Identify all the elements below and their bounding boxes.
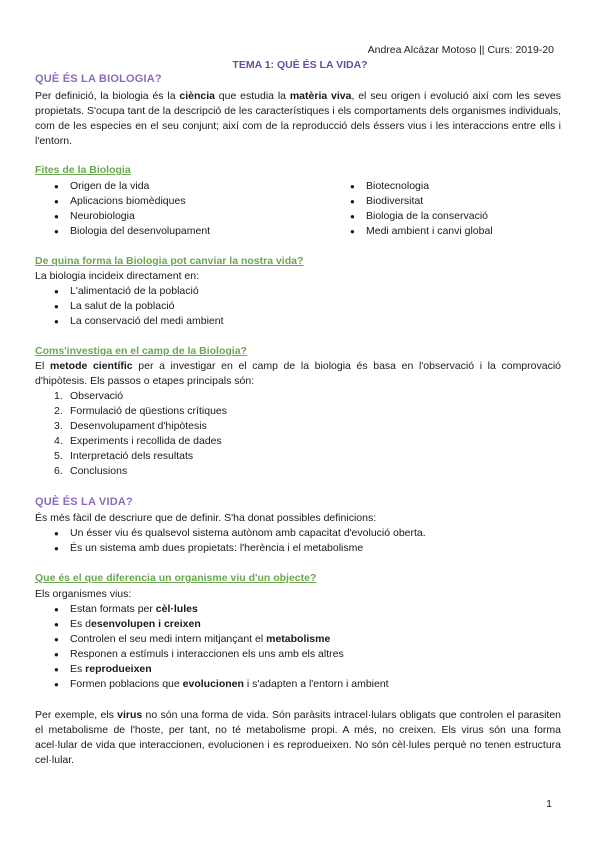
definition-paragraph — [35, 89, 561, 149]
bold-term: reprodueixen — [85, 663, 152, 675]
section-heading: QUÈ ÉS LA VIDA? — [35, 496, 133, 508]
text-run: per a investigar en el camp de la biologia és basa en l'observació i la comprovació d'hipòtesis. Els passos o etapes principals són: — [35, 360, 561, 387]
list-item: 3. Desenvolupament d'hipòtesis — [54, 420, 207, 432]
list-item: ● Un ésser viu és qualsevol sistema autònom amb capacitat d'evolució oberta. — [35, 526, 561, 541]
section-what-is-biology — [35, 72, 561, 149]
step-text: Interpretació dels resultats — [70, 450, 194, 462]
text-run: Formen poblacions que — [70, 678, 183, 690]
method-steps-list — [35, 389, 561, 479]
text-run: no són una forma de vida. Són paràsits intracel·lulars obligats que controlen el parasiten el metabolisme de l'hoste, per tant, no té metabolisme propi. A més, no creixen. Els virus són una forma acel·lular de vida que interaccionen, evolucionen i es reprodueixen. No són cèl·lules perquè no tenen estructura cel·lular. — [35, 709, 561, 766]
text-run: Estan formats per — [70, 603, 156, 615]
list-item: ● Biologia de la conservació — [331, 209, 561, 224]
page-number: 1 — [546, 798, 552, 810]
list-item: ● Biotecnologia — [331, 179, 561, 194]
text-run: Controlen el seu medi intern mitjançant el — [70, 633, 267, 645]
impact-list — [35, 284, 561, 329]
intro-text: La biologia incideix directament en: — [35, 270, 200, 282]
text-run: Per exemple, els — [35, 709, 118, 721]
step-text: Experiments i recollida de dades — [70, 435, 222, 447]
list-item: 4. Experiments i recollida de dades — [54, 435, 222, 447]
list-item: 5. Interpretació dels resultats — [54, 450, 194, 462]
section-virus-example — [35, 708, 561, 768]
virus-paragraph — [35, 708, 561, 768]
intro-text: Els organismes vius: — [35, 588, 132, 600]
text-run: Es d — [70, 618, 92, 630]
list-item — [35, 617, 561, 632]
list-item — [35, 662, 561, 677]
list-item: ● Origen de la vida — [35, 179, 331, 194]
section-heading: Fites de la Biologia — [35, 164, 131, 176]
section-living-vs-object — [35, 571, 561, 692]
method-paragraph — [35, 359, 561, 389]
bold-term: matèria viva — [289, 90, 352, 102]
text-run: Es — [70, 663, 86, 675]
bold-term: evolucionen — [182, 678, 244, 690]
list-item: ● Responen a estímuls i interaccionen els uns amb els altres — [35, 647, 561, 662]
bold-term: metode científic — [49, 360, 133, 372]
list-item — [35, 602, 561, 617]
section-heading: Coms'investiga en el camp de la Biologia? — [35, 345, 247, 357]
list-item: 6. Conclusions — [54, 465, 128, 477]
bold-term: metabolisme — [266, 633, 331, 645]
list-item: 2. Formulació de qüestions crítiques — [54, 405, 227, 417]
step-text: Formulació de qüestions crítiques — [70, 405, 227, 417]
characteristics-list — [35, 602, 561, 692]
list-item: ● La salut de la població — [35, 299, 561, 314]
text-run: , el seu origen i evolució així com les seves propietats. S'ocupa tant de la descripció de les característiques i els comportaments dels organismes individuals, com de les especies en el seu conjunt; així com de la reproducció dels éssers vius i les interaccions entre ells i l'entorn. — [35, 90, 561, 147]
bold-term: cèl·lules — [155, 603, 198, 615]
list-item: ● La conservació del medi ambient — [35, 314, 561, 329]
intro-text: És més fàcil de descriure que de definir. S'ha donat possibles definicions: — [35, 512, 377, 524]
bold-term: esenvolupen i creixen — [91, 618, 201, 630]
author-course-header: Andrea Alcázar Motoso || Curs: 2019-20 — [367, 44, 554, 56]
bold-term: ciència — [179, 90, 215, 102]
section-research — [35, 344, 561, 479]
section-heading: QUÈ ÉS LA BIOLOGIA? — [35, 73, 162, 85]
list-item: ● Medi ambient i canvi global — [331, 224, 561, 239]
goals-list-right — [331, 179, 561, 239]
list-item — [35, 632, 561, 647]
list-item: ● L'alimentació de la població — [35, 284, 561, 299]
step-text: Observació — [70, 390, 124, 402]
text-run: El — [35, 360, 50, 372]
list-item: ● És un sistema amb dues propietats: l'herència i el metabolisme — [35, 541, 561, 556]
section-goals — [35, 163, 561, 239]
list-item: ● Biodiversitat — [331, 194, 561, 209]
text-run: Per definició, la biologia és la — [35, 90, 180, 102]
list-item — [35, 677, 561, 692]
definitions-list — [35, 526, 561, 556]
step-text: Conclusions — [70, 465, 128, 477]
list-item: ● Neurobiologia — [35, 209, 331, 224]
step-text: Desenvolupament d'hipòtesis — [70, 420, 207, 432]
section-heading: De quina forma la Biologia pot canviar la nostra vida? — [35, 255, 304, 267]
text-run: i s'adapten a l'entorn i ambient — [243, 678, 389, 690]
section-heading: Que és el que diferencia un organisme viu d'un objecte? — [35, 572, 317, 584]
text-run: que estudia la — [214, 90, 290, 102]
list-item: 1. Observació — [54, 390, 124, 402]
bold-term: virus — [117, 709, 143, 721]
list-item: ● Aplicacions biomèdiques — [35, 194, 331, 209]
document-title: TEMA 1: QUÈ ÉS LA VIDA? — [232, 59, 368, 71]
goals-list-left — [35, 179, 331, 239]
section-impact — [35, 254, 561, 329]
section-what-is-life — [35, 495, 561, 556]
list-item: ● Biologia del desenvolupament — [35, 224, 331, 239]
